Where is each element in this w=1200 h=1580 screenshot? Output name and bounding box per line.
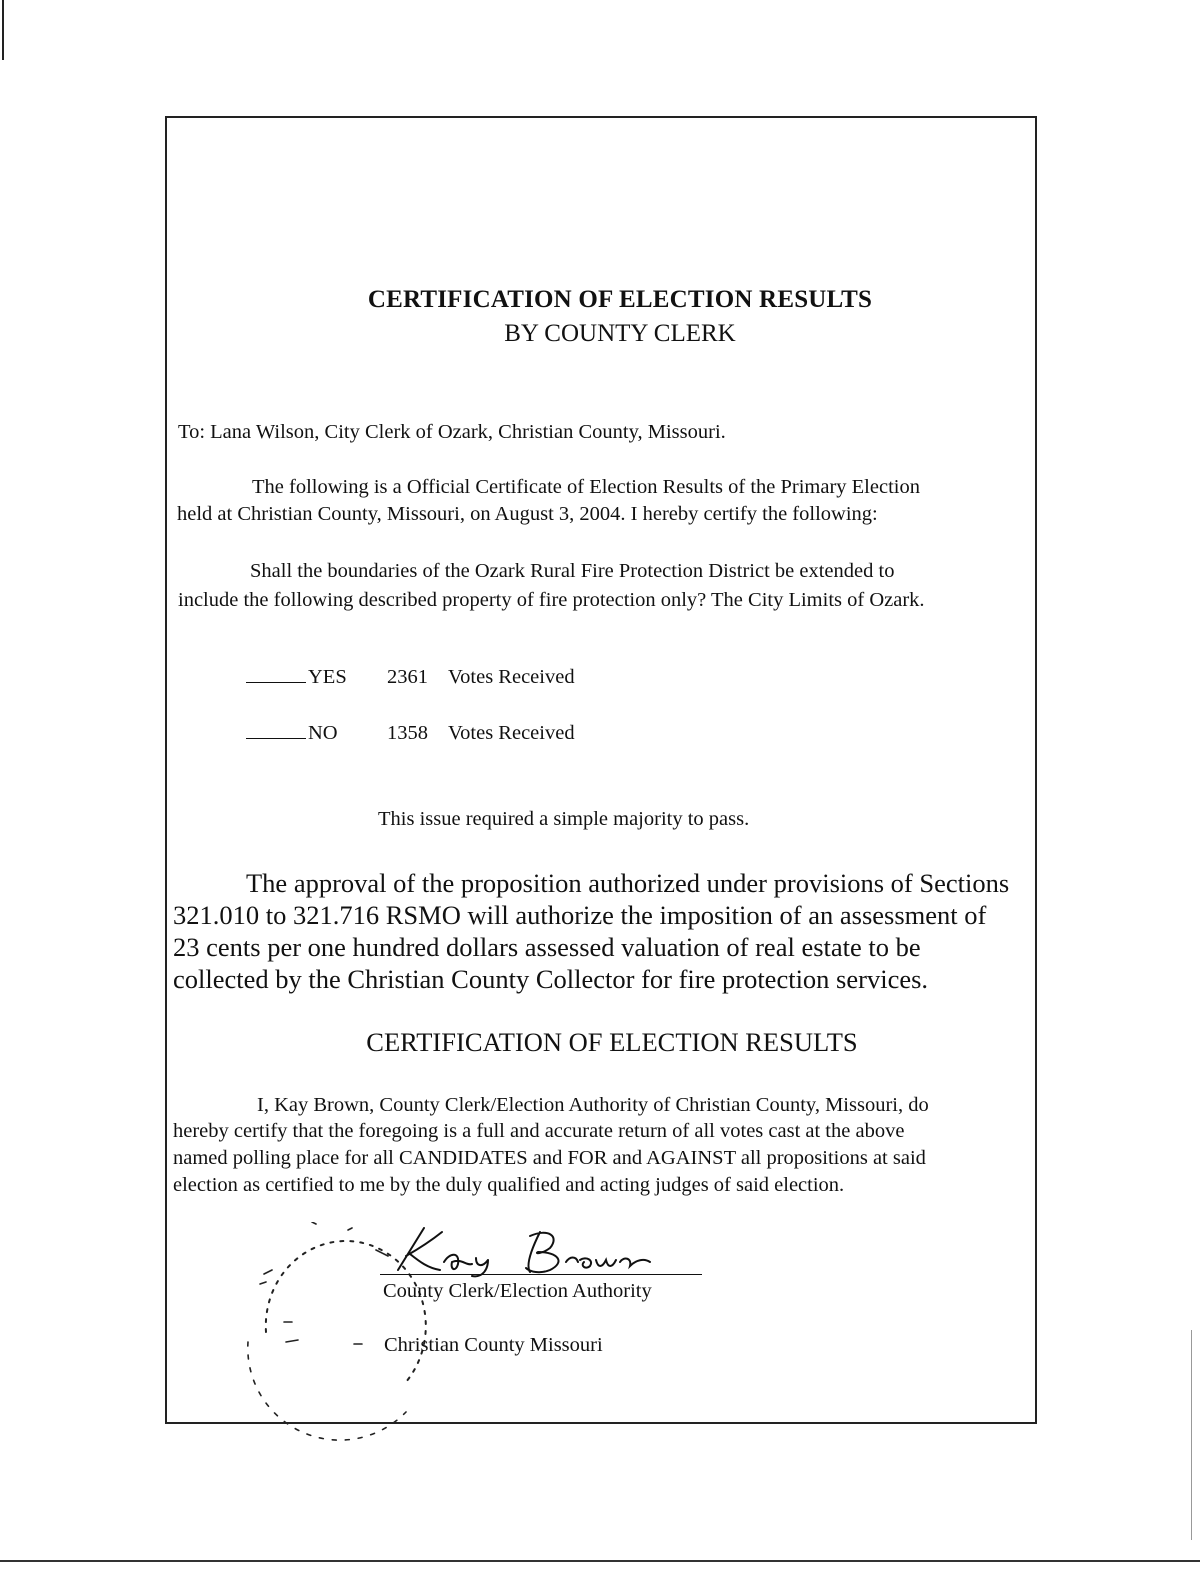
- document-title: CERTIFICATION OF ELECTION RESULTS: [367, 286, 873, 313]
- scan-edge: [2, 0, 4, 60]
- signature-title: County Clerk/Election Authority: [383, 1280, 652, 1302]
- result-row-no: [246, 722, 338, 745]
- signature-icon: [380, 1222, 700, 1278]
- result-choice: NO: [308, 722, 338, 744]
- document-subtitle: BY COUNTY CLERK: [504, 320, 736, 347]
- approval-line-1: The approval of the proposition authorized under provisions of Sections: [246, 868, 1010, 898]
- approval-line-3: 23 cents per one hundred dollars assessed valuation of real estate to be: [173, 932, 921, 962]
- signature-line: [380, 1274, 702, 1275]
- result-choice: YES: [308, 666, 347, 688]
- signature-location: Christian County Missouri: [384, 1334, 603, 1356]
- result-suffix: Votes Received: [448, 722, 575, 744]
- answer-blank: [246, 738, 306, 739]
- result-votes: 1358: [387, 722, 428, 744]
- result-row-yes: [246, 666, 347, 689]
- certification-line-2: hereby certify that the foregoing is a full and accurate return of all votes cast at the above: [173, 1120, 905, 1142]
- result-suffix: Votes Received: [448, 666, 575, 688]
- addressee: To: Lana Wilson, City Clerk of Ozark, Christian County, Missouri.: [178, 421, 726, 443]
- scan-edge: [0, 1560, 1200, 1562]
- intro-line-1: The following is a Official Certificate of Election Results of the Primary Election: [252, 476, 920, 498]
- answer-blank: [246, 682, 306, 683]
- certification-line-1: I, Kay Brown, County Clerk/Election Authority of Christian County, Missouri, do: [257, 1094, 929, 1116]
- result-votes: 2361: [387, 666, 428, 688]
- majority-note: This issue required a simple majority to pass.: [378, 808, 750, 830]
- question-line-2: include the following described property of fire protection only? The City Limits of Ozark.: [178, 589, 925, 611]
- approval-line-2: 321.010 to 321.716 RSMO will authorize the imposition of an assessment of: [173, 900, 987, 930]
- approval-line-4: collected by the Christian County Collector for fire protection services.: [173, 964, 929, 994]
- certification-line-3: named polling place for all CANDIDATES and FOR and AGAINST all propositions at said: [173, 1147, 926, 1169]
- intro-line-2: held at Christian County, Missouri, on August 3, 2004. I hereby certify the following:: [177, 503, 878, 525]
- certification-line-4: election as certified to me by the duly qualified and acting judges of said election.: [173, 1174, 845, 1196]
- certification-heading: CERTIFICATION OF ELECTION RESULTS: [366, 1027, 858, 1057]
- scan-edge: [1191, 1330, 1192, 1540]
- question-line-1: Shall the boundaries of the Ozark Rural Fire Protection District be extended to: [250, 560, 895, 582]
